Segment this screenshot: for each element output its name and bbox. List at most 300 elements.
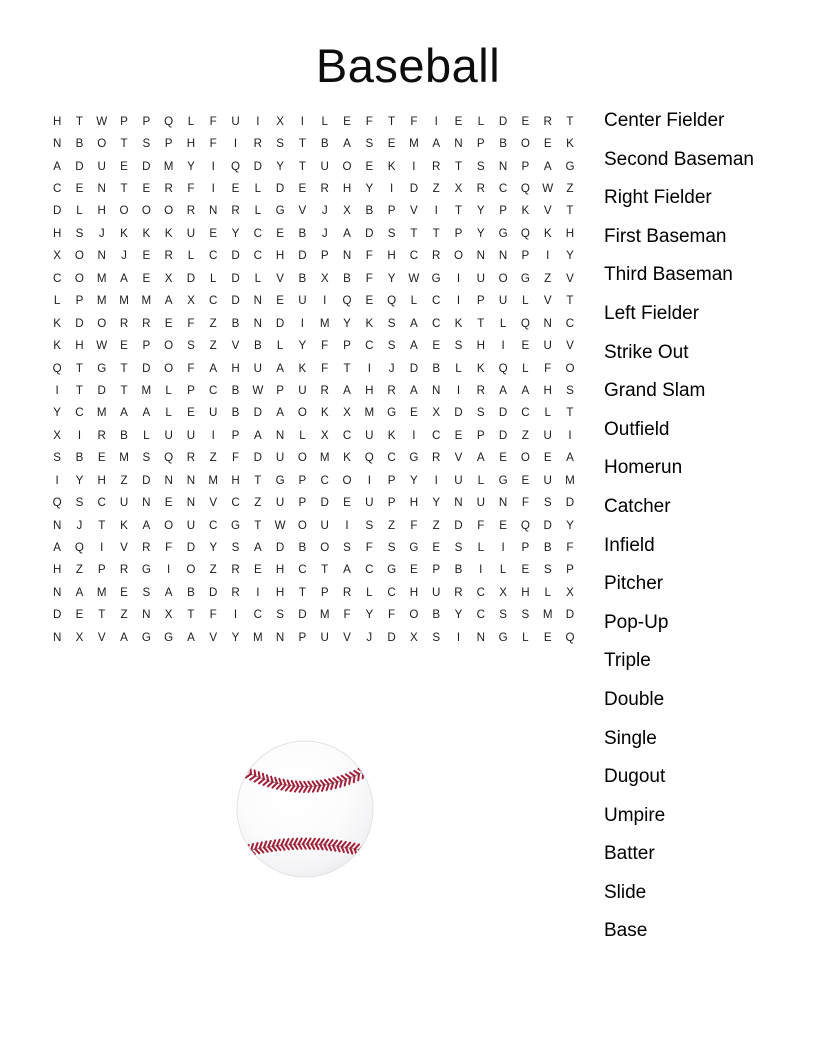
grid-letter: Y (276, 159, 284, 173)
grid-letter: O (342, 473, 352, 487)
grid-letter: T (477, 316, 485, 330)
grid-letter: Z (432, 182, 440, 196)
grid-letter: N (52, 630, 62, 644)
grid-letter: E (120, 159, 128, 173)
grid-letter: U (253, 361, 262, 375)
grid-letter: S (276, 137, 284, 151)
stitch-mark (359, 850, 361, 855)
grid-letter: C (432, 316, 441, 330)
grid-letter: U (320, 159, 329, 173)
grid-letter: N (275, 630, 285, 644)
word-list (604, 102, 754, 951)
grid-letter: A (209, 361, 218, 375)
grid-letter: S (231, 541, 240, 555)
grid-letter: D (543, 518, 552, 532)
grid-letter: N (164, 473, 173, 487)
grid-letter: V (298, 204, 307, 218)
grid-letter: U (543, 339, 552, 353)
grid-letter: Y (454, 608, 463, 622)
word-list-item: Pop-Up (604, 611, 669, 633)
grid-letter: Y (231, 630, 240, 644)
grid-letter: T (298, 585, 306, 599)
grid-letter: C (209, 518, 218, 532)
grid-letter: N (432, 383, 441, 397)
grid-letter: X (432, 406, 441, 420)
grid-letter: I (412, 159, 416, 173)
word-list-item: First Baseman (604, 225, 727, 247)
grid-letter: M (319, 608, 330, 622)
grid-letter: M (208, 473, 219, 487)
word-list-item: Slide (604, 881, 647, 903)
grid-letter: D (52, 608, 62, 622)
grid-letter: C (387, 585, 396, 599)
word-list-item: Single (604, 727, 657, 749)
grid-letter: C (75, 406, 84, 420)
grid-letter: A (343, 563, 351, 577)
grid-letter: L (143, 428, 150, 442)
grid-letter: P (187, 383, 195, 397)
grid-letter: I (211, 182, 215, 196)
word-list-item: Homerun (604, 457, 683, 479)
grid-letter: E (521, 339, 530, 353)
grid-letter: Q (520, 316, 530, 330)
grid-letter: D (320, 496, 329, 510)
grid-letter: I (300, 316, 305, 330)
stitch-mark (250, 768, 251, 774)
grid-letter: R (142, 316, 151, 330)
baseball-image (236, 740, 374, 878)
grid-letter: X (53, 249, 62, 263)
grid-letter: B (298, 226, 307, 240)
grid-letter: S (566, 383, 574, 397)
grid-letter: Q (231, 159, 241, 173)
grid-letter: S (499, 608, 507, 622)
grid-letter: N (142, 608, 151, 622)
grid-letter: D (142, 473, 151, 487)
grid-letter: U (498, 294, 508, 308)
grid-letter: F (209, 608, 217, 622)
grid-letter: G (97, 361, 107, 375)
grid-letter: N (498, 496, 508, 510)
grid-letter: G (387, 563, 397, 577)
grid-letter: S (387, 226, 396, 240)
grid-letter: W (542, 182, 554, 196)
grid-letter: N (253, 316, 262, 330)
grid-letter: E (499, 451, 507, 465)
grid-letter: I (501, 541, 505, 555)
grid-letter: R (164, 182, 173, 196)
word-list-item: Strike Out (604, 341, 689, 363)
grid-letter: N (186, 496, 196, 510)
grid-letter: B (75, 137, 84, 151)
grid-letter: C (342, 428, 352, 442)
grid-letter: L (544, 406, 551, 420)
grid-letter: V (120, 541, 128, 555)
grid-letter: I (55, 383, 59, 397)
grid-letter: L (254, 271, 262, 285)
grid-letter: C (209, 294, 218, 308)
grid-letter: L (321, 114, 328, 128)
grid-letter: O (520, 451, 530, 465)
grid-letter: O (164, 361, 174, 375)
grid-letter: D (231, 249, 240, 263)
grid-letter: H (52, 226, 62, 240)
grid-letter: L (522, 294, 529, 308)
grid-letter: B (75, 451, 84, 465)
grid-letter: K (53, 316, 62, 330)
grid-letter: G (275, 473, 285, 487)
grid-letter: U (209, 406, 218, 420)
grid-letter: I (456, 383, 461, 397)
grid-letter: R (432, 159, 441, 173)
grid-letter: B (343, 271, 351, 285)
grid-letter: G (498, 473, 508, 487)
grid-letter: I (55, 473, 59, 487)
grid-letter: H (75, 339, 84, 353)
grid-letter: P (320, 249, 329, 263)
grid-letter: Q (164, 114, 174, 128)
grid-letter: D (454, 518, 463, 532)
grid-letter: I (300, 114, 305, 128)
grid-letter: H (409, 496, 419, 510)
grid-letter: P (476, 137, 485, 151)
grid-letter: L (254, 204, 262, 218)
grid-letter: I (479, 563, 483, 577)
grid-letter: T (120, 182, 128, 196)
grid-letter: U (164, 428, 173, 442)
grid-letter: S (521, 608, 530, 622)
grid-letter: A (410, 339, 418, 353)
grid-letter: X (410, 630, 418, 644)
grid-letter: X (566, 585, 574, 599)
grid-letter: D (253, 406, 262, 420)
grid-letter: D (365, 226, 374, 240)
grid-letter: U (186, 428, 196, 442)
grid-letter: C (365, 339, 374, 353)
grid-letter: B (543, 541, 552, 555)
word-list-item: Grand Slam (604, 380, 706, 402)
grid-letter: C (298, 563, 307, 577)
grid-letter: D (231, 294, 240, 308)
grid-letter: T (98, 608, 106, 622)
grid-letter: Y (298, 339, 307, 353)
grid-letter: S (365, 137, 374, 151)
grid-letter: T (454, 159, 463, 173)
grid-letter: K (120, 518, 128, 532)
grid-letter: I (501, 339, 505, 353)
grid-letter: K (387, 159, 396, 173)
grid-letter: B (253, 339, 262, 353)
grid-letter: E (454, 114, 463, 128)
grid-letter: U (119, 496, 129, 510)
grid-letter: P (432, 563, 441, 577)
grid-letter: G (141, 563, 151, 577)
grid-letter: E (120, 339, 128, 353)
grid-letter: Z (521, 428, 529, 442)
grid-letter: Z (544, 271, 552, 285)
grid-letter: O (297, 518, 307, 532)
grid-letter: C (476, 585, 485, 599)
grid-letter: D (142, 159, 151, 173)
grid-letter: U (298, 294, 307, 308)
grid-letter: A (120, 271, 128, 285)
grid-letter: U (432, 585, 441, 599)
grid-letter: M (565, 473, 575, 487)
grid-letter: E (97, 451, 106, 465)
grid-letter: O (119, 204, 129, 218)
grid-letter: O (297, 451, 307, 465)
grid-letter: Q (565, 630, 575, 644)
grid-letter: R (142, 541, 151, 555)
grid-letter: P (298, 473, 307, 487)
grid-letter: E (142, 271, 151, 285)
grid-letter: R (454, 585, 463, 599)
grid-letter: E (164, 316, 173, 330)
grid-letter: J (366, 630, 373, 644)
grid-letter: S (187, 339, 195, 353)
grid-letter: E (120, 585, 128, 599)
grid-letter: N (97, 182, 106, 196)
grid-letter: S (543, 496, 552, 510)
grid-letter: X (187, 294, 195, 308)
grid-letter: E (365, 159, 374, 173)
grid-letter: P (75, 294, 84, 308)
grid-letter: F (365, 541, 373, 555)
grid-letter: R (387, 383, 396, 397)
grid-letter: C (52, 182, 62, 196)
grid-letter: L (522, 361, 529, 375)
grid-letter: N (52, 518, 62, 532)
grid-letter: N (476, 249, 485, 263)
grid-letter: D (275, 316, 285, 330)
grid-letter: M (364, 406, 375, 420)
grid-letter: G (275, 204, 285, 218)
grid-letter: L (410, 294, 418, 308)
grid-letter: B (231, 406, 240, 420)
grid-letter: E (164, 496, 173, 510)
grid-letter: B (432, 361, 441, 375)
grid-letter: C (432, 294, 441, 308)
grid-letter: F (343, 608, 351, 622)
grid-letter: L (276, 339, 284, 353)
grid-letter: Y (187, 159, 195, 173)
grid-letter: K (343, 451, 351, 465)
grid-letter: P (142, 114, 151, 128)
word-list-item: Base (604, 920, 648, 942)
grid-letter: O (164, 518, 174, 532)
grid-letter: N (454, 137, 463, 151)
grid-letter: P (231, 428, 240, 442)
grid-letter: O (453, 249, 463, 263)
grid-letter: Y (476, 226, 485, 240)
grid-letter: G (164, 630, 174, 644)
grid-letter: Z (120, 473, 128, 487)
grid-letter: V (343, 630, 351, 644)
grid-letter: A (53, 159, 62, 173)
grid-letter: U (320, 518, 329, 532)
grid-letter: R (320, 383, 329, 397)
grid-letter: I (367, 473, 371, 487)
grid-letter: K (521, 204, 530, 218)
grid-letter: V (566, 271, 574, 285)
grid-letter: N (142, 496, 151, 510)
grid-letter: S (454, 339, 463, 353)
grid-letter: N (543, 316, 552, 330)
grid-letter: S (53, 451, 62, 465)
grid-letter: L (477, 473, 485, 487)
grid-letter: E (543, 630, 552, 644)
grid-letter: W (96, 114, 108, 128)
grid-letter: F (365, 271, 373, 285)
grid-letter: Z (388, 518, 396, 532)
grid-letter: Q (520, 226, 530, 240)
grid-letter: G (520, 271, 530, 285)
grid-letter: P (566, 563, 574, 577)
grid-letter: C (432, 428, 441, 442)
grid-letter: Y (343, 316, 351, 330)
grid-letter: K (566, 137, 574, 151)
grid-letter: A (164, 585, 173, 599)
grid-letter: A (142, 406, 151, 420)
grid-letter: E (499, 518, 507, 532)
word-list-item: Outfield (604, 418, 670, 440)
grid-letter: P (387, 496, 396, 510)
grid-letter: N (52, 585, 62, 599)
grid-letter: Q (498, 361, 508, 375)
grid-letter: O (164, 204, 174, 218)
grid-letter: P (387, 204, 396, 218)
grid-letter: C (498, 182, 508, 196)
grid-letter: H (387, 249, 396, 263)
grid-letter: C (231, 496, 240, 510)
grid-letter: I (456, 294, 461, 308)
grid-letter: T (75, 361, 83, 375)
grid-letter: C (409, 249, 419, 263)
grid-letter: X (320, 428, 329, 442)
grid-letter: B (187, 585, 195, 599)
grid-letter: D (231, 271, 240, 285)
grid-letter: M (96, 406, 107, 420)
grid-letter: G (141, 630, 151, 644)
grid-letter: X (320, 271, 329, 285)
grid-letter: I (434, 473, 438, 487)
grid-letter: D (498, 406, 508, 420)
grid-letter: F (566, 541, 574, 555)
grid-letter: W (274, 518, 286, 532)
grid-letter: I (256, 114, 260, 128)
grid-letter: U (476, 496, 485, 510)
grid-letter: Z (209, 563, 217, 577)
grid-letter: R (231, 585, 240, 599)
stitch-mark (267, 775, 268, 780)
grid-letter: Y (75, 473, 84, 487)
grid-letter: L (544, 585, 551, 599)
grid-letter: F (544, 361, 552, 375)
grid-letter: P (499, 204, 507, 218)
grid-letter: L (366, 585, 373, 599)
grid-letter: A (253, 541, 262, 555)
grid-letter: R (476, 383, 485, 397)
stitch-mark (263, 774, 264, 779)
grid-letter: Q (342, 294, 352, 308)
grid-letter: X (454, 182, 463, 196)
grid-letter: T (298, 137, 306, 151)
grid-letter: F (209, 137, 217, 151)
grid-letter: E (276, 226, 284, 240)
grid-letter: U (298, 383, 307, 397)
word-list-item: Center Fielder (604, 110, 725, 131)
grid-letter: H (409, 585, 419, 599)
grid-letter: A (120, 630, 128, 644)
grid-letter: B (499, 137, 507, 151)
grid-letter: F (410, 518, 418, 532)
grid-letter: K (365, 316, 374, 330)
grid-letter: D (298, 249, 307, 263)
grid-letter: Y (432, 496, 441, 510)
grid-letter: L (477, 541, 485, 555)
grid-letter: A (566, 451, 574, 465)
grid-letter: C (565, 316, 575, 330)
grid-letter: Q (164, 451, 174, 465)
grid-letter: T (120, 383, 128, 397)
grid-letter: E (276, 294, 284, 308)
grid-letter: B (298, 541, 307, 555)
grid-letter: L (210, 271, 217, 285)
grid-letter: H (275, 563, 285, 577)
grid-letter: N (253, 294, 262, 308)
stitch-mark (247, 851, 251, 855)
grid-letter: Z (432, 518, 440, 532)
grid-letter: M (409, 137, 419, 151)
grid-letter: V (410, 204, 418, 218)
grid-letter: N (52, 137, 62, 151)
grid-letter: B (432, 608, 441, 622)
grid-letter: E (432, 541, 441, 555)
grid-letter: H (97, 204, 106, 218)
grid-letter: T (187, 608, 195, 622)
grid-letter: U (365, 496, 374, 510)
grid-letter: U (320, 630, 329, 644)
grid-letter: D (565, 608, 575, 622)
grid-letter: F (165, 541, 173, 555)
grid-letter: V (543, 204, 552, 218)
grid-letter: J (121, 249, 127, 263)
grid-letter: O (297, 406, 307, 420)
grid-letter: S (276, 608, 284, 622)
grid-letter: L (53, 294, 61, 308)
grid-letter: D (387, 630, 396, 644)
grid-letter: T (321, 563, 329, 577)
word-list-item: Batter (604, 843, 655, 865)
grid-letter: A (53, 541, 62, 555)
grid-letter: I (233, 137, 238, 151)
grid-letter: I (77, 428, 82, 442)
grid-letter: F (321, 339, 329, 353)
grid-letter: Z (120, 608, 128, 622)
grid-letter: I (100, 541, 104, 555)
grid-letter: K (298, 361, 307, 375)
grid-letter: N (342, 249, 352, 263)
grid-letter: A (543, 159, 552, 173)
grid-letter: D (186, 541, 196, 555)
grid-letter: U (186, 518, 196, 532)
grid-letter: E (75, 182, 84, 196)
word-list-item: Infield (604, 534, 655, 556)
grid-letter: K (387, 428, 396, 442)
grid-letter: K (120, 226, 128, 240)
word-list-item: Umpire (604, 804, 666, 826)
grid-letter: C (521, 406, 530, 420)
